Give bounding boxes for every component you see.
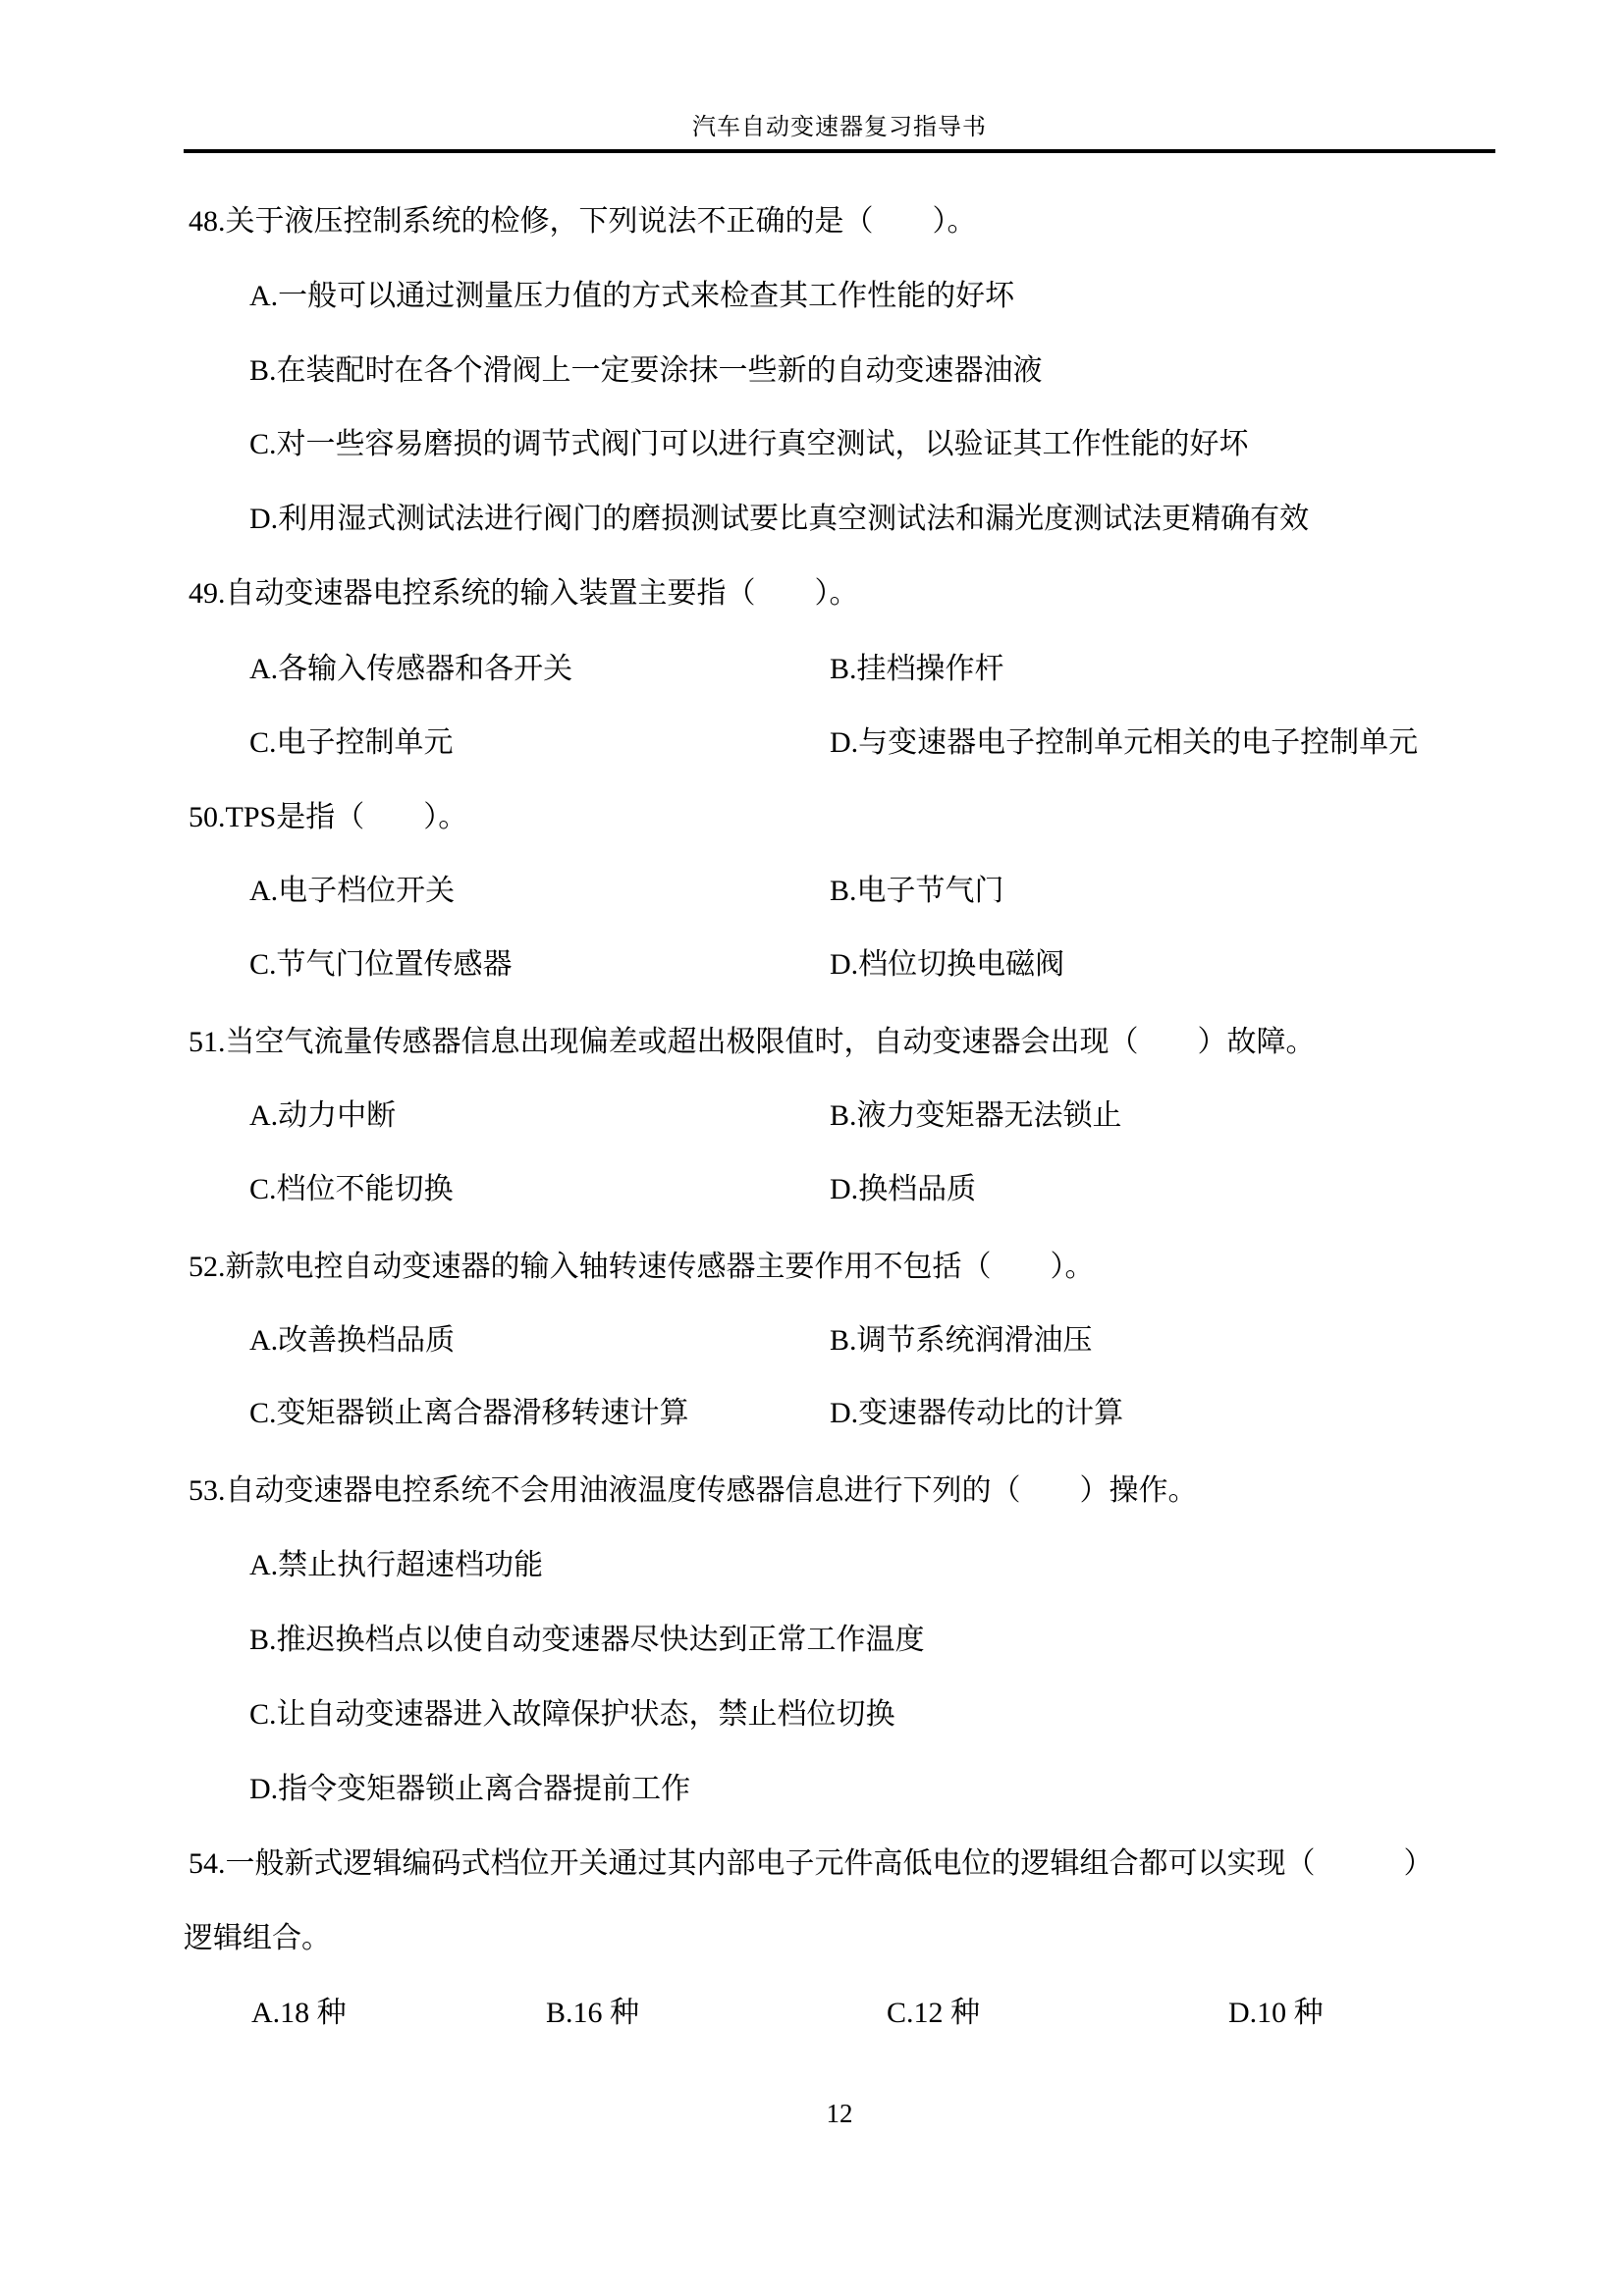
question-48-option-b: B.在装配时在各个滑阀上一定要涂抹一些新的自动变速器油液 xyxy=(249,354,1043,387)
question-50-option-d: D.档位切换电磁阀 xyxy=(830,948,1065,981)
question-53-option-c: C.让自动变速器进入故障保护状态，禁止档位切换 xyxy=(249,1698,895,1731)
question-54-option-d: D.10 种 xyxy=(1228,1997,1324,2029)
question-50-option-b: B.电子节气门 xyxy=(830,875,1004,907)
question-50-text: 50.TPS是指（ ）。 xyxy=(189,801,468,833)
question-48-option-c: C.对一些容易磨损的调节式阀门可以进行真空测试，以验证其工作性能的好坏 xyxy=(249,428,1249,460)
question-51-option-d: D.换档品质 xyxy=(830,1173,977,1205)
page-number: 12 xyxy=(826,2099,853,2128)
header-rule xyxy=(184,149,1495,153)
header-title: 汽车自动变速器复习指导书 xyxy=(692,115,987,140)
question-52-option-c: C.变矩器锁止离合器滑移转速计算 xyxy=(249,1397,689,1429)
question-51-option-a: A.动力中断 xyxy=(249,1099,397,1132)
question-48-text: 48.关于液压控制系统的检修，下列说法不正确的是（ ）。 xyxy=(189,205,977,238)
question-51-option-b: B.液力变矩器无法锁止 xyxy=(830,1099,1122,1132)
question-54-option-a: A.18 种 xyxy=(251,1997,347,2029)
question-48-option-a: A.一般可以通过测量压力值的方式来检查其工作性能的好坏 xyxy=(249,280,1015,312)
question-52-option-b: B.调节系统润滑油压 xyxy=(830,1324,1093,1357)
question-49-option-a: A.各输入传感器和各开关 xyxy=(249,653,573,685)
question-54-text-continued: 逻辑组合。 xyxy=(184,1922,331,1954)
question-53-text: 53.自动变速器电控系统不会用油液温度传感器信息进行下列的（ ）操作。 xyxy=(189,1474,1198,1507)
question-49-option-d: D.与变速器电子控制单元相关的电子控制单元 xyxy=(830,726,1419,759)
question-52-option-d: D.变速器传动比的计算 xyxy=(830,1397,1124,1429)
question-53-option-a: A.禁止执行超速档功能 xyxy=(249,1549,544,1581)
question-49-text: 49.自动变速器电控系统的输入装置主要指（ ）。 xyxy=(189,577,859,610)
question-49-option-c: C.电子控制单元 xyxy=(249,726,454,759)
question-53-option-d: D.指令变矩器锁止离合器提前工作 xyxy=(249,1773,691,1805)
question-52-text: 52.新款电控自动变速器的输入轴转速传感器主要作用不包括（ ）。 xyxy=(189,1251,1095,1283)
question-52-option-a: A.改善换档品质 xyxy=(249,1324,456,1357)
question-50-option-c: C.节气门位置传感器 xyxy=(249,948,513,981)
question-48-option-d: D.利用湿式测试法进行阀门的磨损测试要比真空测试法和漏光度测试法更精确有效 xyxy=(249,503,1310,535)
question-51-text: 51.当空气流量传感器信息出现偏差或超出极限值时，自动变速器会出现（ ）故障。 xyxy=(189,1026,1316,1058)
question-53-option-b: B.推迟换档点以使自动变速器尽快达到正常工作温度 xyxy=(249,1624,925,1656)
question-54-option-c: C.12 种 xyxy=(887,1997,981,2029)
question-50-option-a: A.电子档位开关 xyxy=(249,875,456,907)
question-54-text: 54.一般新式逻辑编码式档位开关通过其内部电子元件高低电位的逻辑组合都可以实现（ ） xyxy=(189,1847,1434,1880)
question-49-option-b: B.挂档操作杆 xyxy=(830,653,1004,685)
question-54-option-b: B.16 种 xyxy=(546,1997,640,2029)
question-51-option-c: C.档位不能切换 xyxy=(249,1173,454,1205)
